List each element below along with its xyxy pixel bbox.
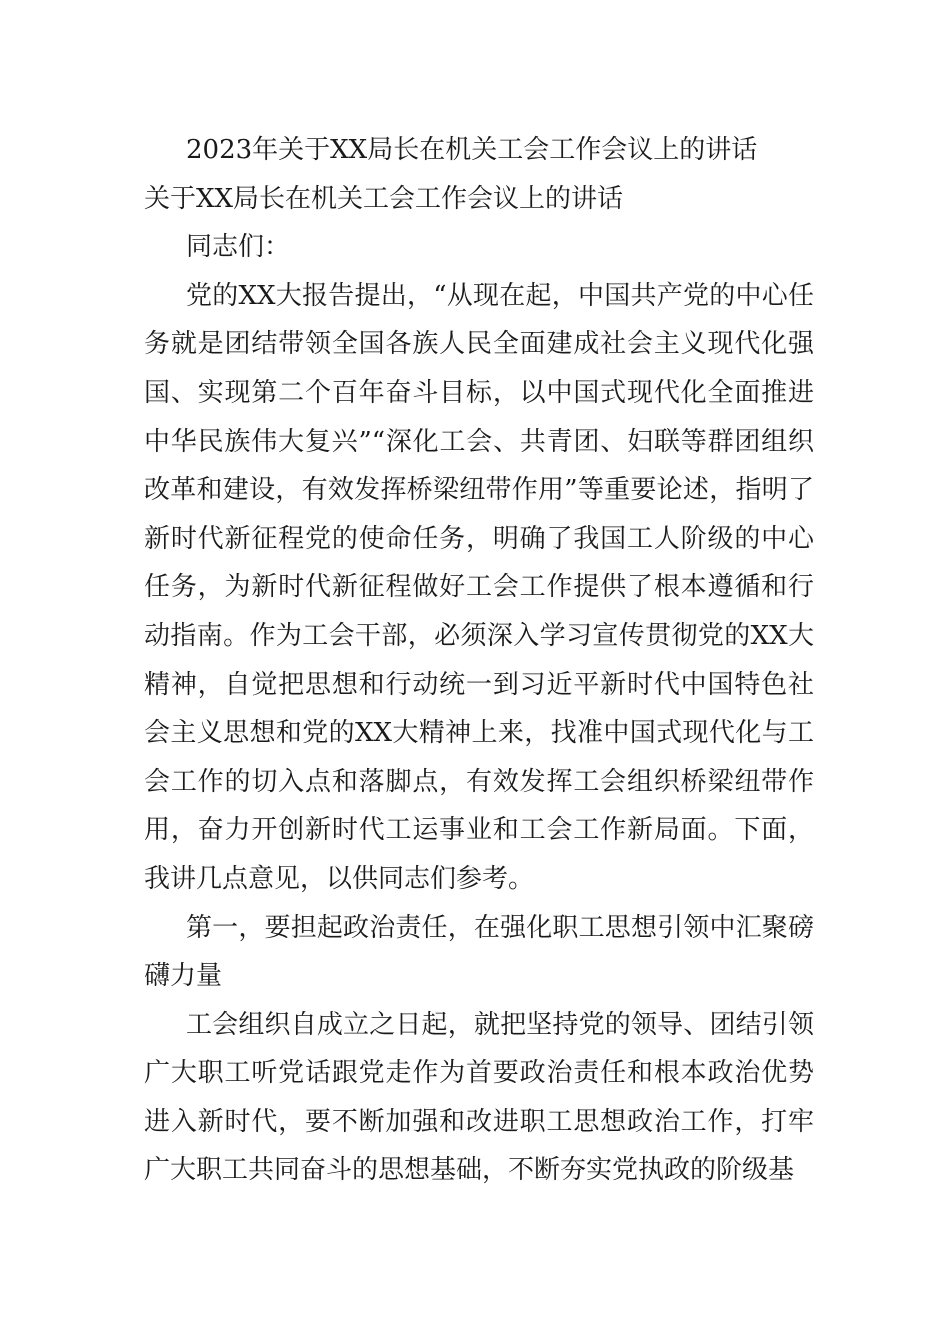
body-paragraph: 工会组织自成立之日起，就把坚持党的领导、团结引领广大职工听党话跟党走作为首要政治责任和根本政治优势进入新时代，要不断加强和改进职工思想政治工作，打牢广大职工共同奋斗的思想基础，不断夯实党执政的阶级基 [144,1009,814,1186]
document-title: 2023年关于XX局长在机关工会工作会议上的讲话 [186,135,758,165]
document-body [144,126,814,1195]
body-paragraph: 党的XX大报告提出，“从现在起，中国共产党的中心任务就是团结带领全国各族人民全面建成社会主义现代化强国、实现第二个百年奋斗目标，以中国式现代化全面推进中华民族伟大复兴”“深化工会、共青团、妇联等群团组织改革和建设，有效发挥桥梁纽带作用”等重要论述，指明了新时代新征程党的使命任务，明确了我国工人阶级的中心任务，为新时代新征程做好工会工作提供了根本遵循和行动指南。作为工会干部，必须深入学习宣传贯彻党的XX大精神，自觉把思想和行动统一到习近平新时代中国特色社会主义思想和党的XX大精神上来，找准中国式现代化与工会工作的切入点和落脚点，有效发挥工会组织桥梁纽带作用，奋力开创新时代工运事业和工会工作新局面。下面，我讲几点意见，以供同志们参考。 [144,280,814,894]
document-subtitle: 关于XX局长在机关工会工作会议上的讲话 [144,183,624,214]
salutation: 同志们： [186,232,291,263]
section-heading: 第一，要担起政治责任，在强化职工思想引领中汇聚磅礴力量 [144,912,814,992]
